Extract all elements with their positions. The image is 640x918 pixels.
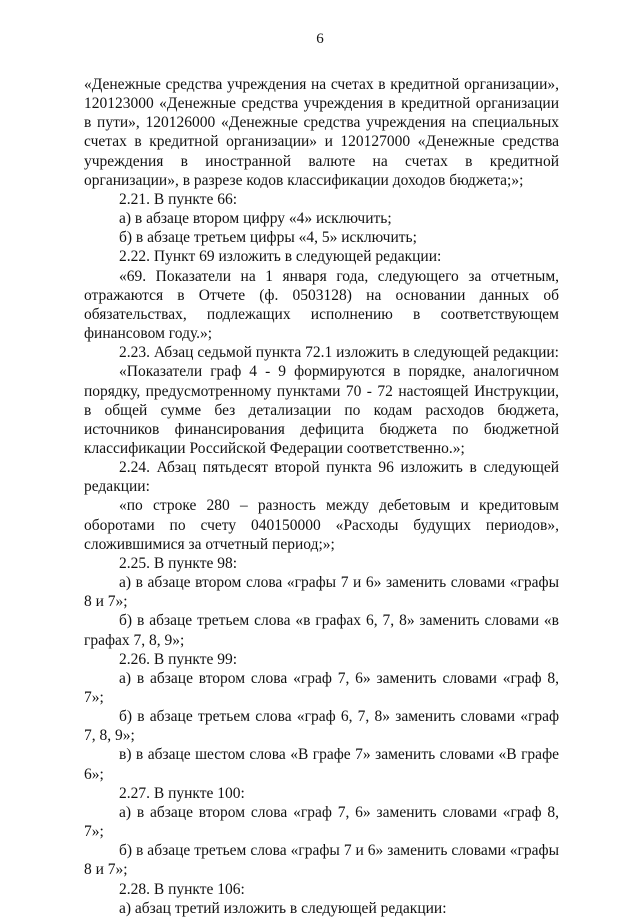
paragraph: 2.28. В пункте 106: <box>119 880 245 898</box>
document-body <box>84 75 559 918</box>
paragraph: 2.27. В пункте 100: <box>119 784 245 802</box>
paragraph: «Показатели граф 4 - 9 формируются в порядке, аналогичном порядку, предусмотренному пунктами 70 - 72 настоящей Инструкции, в общей сумме без детализации по кодам расходов бюджета, источников финансирования дефицита бюджета по бюджетной классификации Российской Федерации соответственно.»; <box>84 363 559 457</box>
paragraph: «Денежные средства учреждения на счетах в кредитной организации», 120123000 «Денежные средства учреждения в кредитной организации в пути», 120126000 «Денежные средства учреждения на специальных счетах в кредитной организации» и 120127000 «Денежные средства учреждения в иностранной валюте на счетах в кредитной организации», в разрезе кодов классификации доходов бюджета;»; <box>84 76 559 189</box>
paragraph: а) в абзаце втором цифру «4» исключить; <box>119 210 392 228</box>
paragraph: а) в абзаце втором слова «граф 7, 6» заменить словами «граф 8, 7»; <box>84 803 559 841</box>
paragraph: а) в абзаце втором слова «граф 7, 6» заменить словами «граф 8, 7»; <box>84 669 559 706</box>
paragraph: а) абзац третий изложить в следующей редакции: <box>119 899 447 917</box>
paragraph: а) в абзаце втором слова «графы 7 и 6» заменить словами «графы 8 и 7»; <box>84 574 559 611</box>
paragraph: 2.26. В пункте 99: <box>119 650 238 668</box>
paragraph: 2.25. В пункте 98: <box>119 554 238 572</box>
paragraph: «69. Показатели на 1 января года, следующего за отчетным, отражаются в Отчете (ф. 0503128) на основании данных об обязательствах, подлежащих исполнению в соответствующем финансовом году.»; <box>84 267 559 343</box>
paragraph: 2.24. Абзац пятьдесят второй пункта 96 изложить в следующей редакции: <box>84 459 559 496</box>
paragraph: б) в абзаце третьем цифры «4, 5» исключить; <box>119 229 417 247</box>
paragraph: 2.23. Абзац седьмой пункта 72.1 изложить в следующей редакции: <box>119 344 559 362</box>
paragraph: 2.22. Пункт 69 изложить в следующей редакции: <box>119 248 442 266</box>
paragraph: «по строке 280 – разность между дебетовым и кредитовым оборотами по счету 040150000 «Расходы будущих периодов», сложившимися за отчетный период;»; <box>84 497 559 553</box>
paragraph: б) в абзаце третьем слова «в графах 6, 7, 8» заменить словами «в графах 7, 8, 9»; <box>84 612 559 649</box>
paragraph: б) в абзаце третьем слова «граф 6, 7, 8» заменить словами «граф 7, 8, 9»; <box>84 708 559 745</box>
paragraph: 2.21. В пункте 66: <box>119 190 238 208</box>
page-number: 6 <box>316 31 324 47</box>
paragraph: б) в абзаце третьем слова «графы 7 и 6» заменить словами «графы 8 и 7»; <box>84 842 559 879</box>
paragraph: в) в абзаце шестом слова «В графе 7» заменить словами «В графе 6»; <box>84 746 559 783</box>
